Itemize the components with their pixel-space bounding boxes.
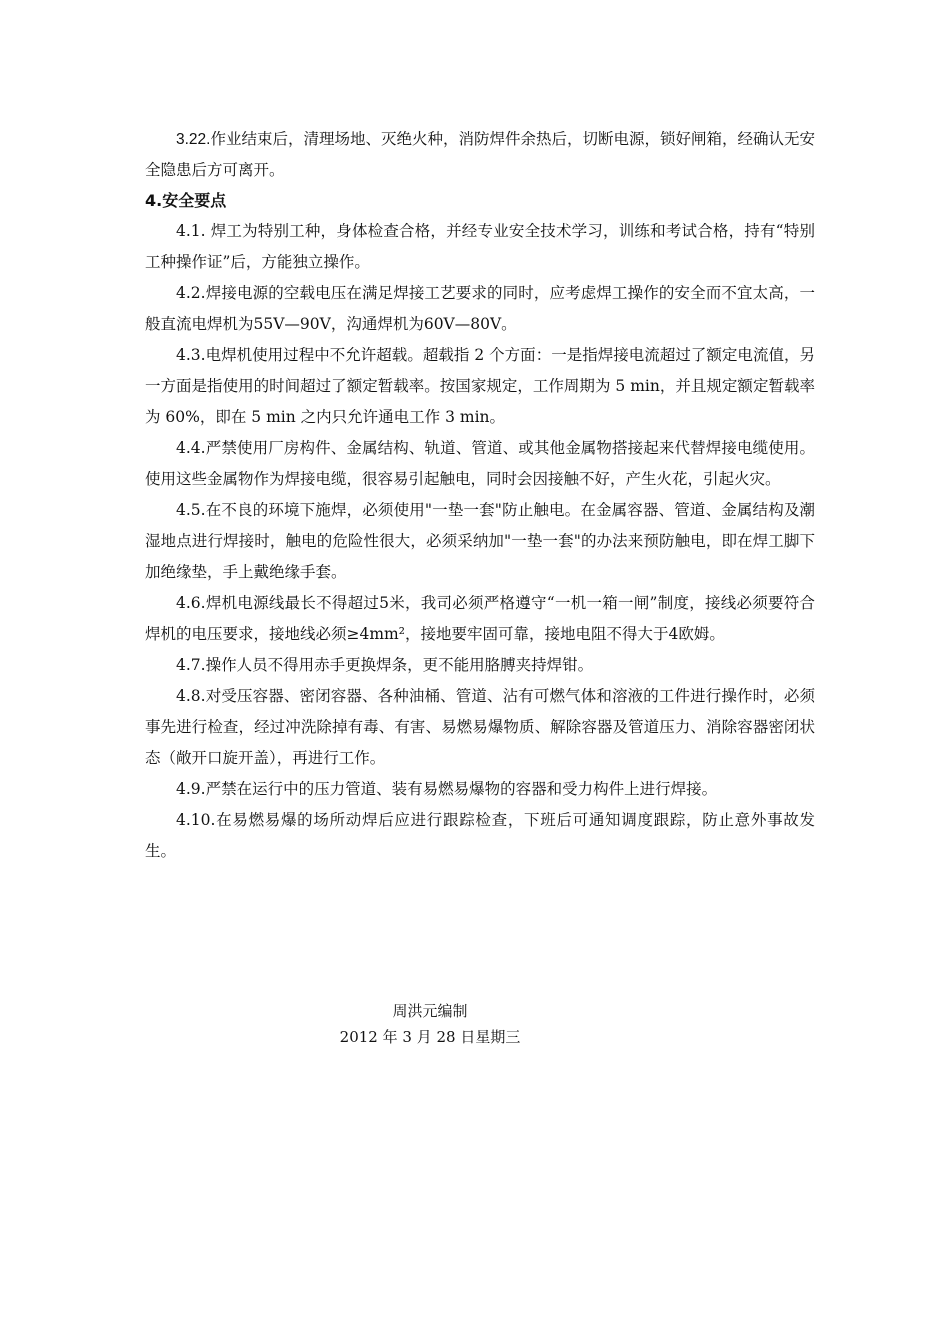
paragraph-4-3 [145, 340, 815, 433]
paragraph-number: 4.2. [176, 284, 206, 302]
paragraph-4-1 [145, 216, 815, 278]
signature-block [0, 998, 860, 1050]
paragraph-number: 4.10. [176, 811, 216, 829]
paragraph-number: 4.6. [176, 594, 206, 612]
author-line: 周洪元编制 [392, 1002, 468, 1020]
paragraph-text: 焊机电源线最长不得超过5米，我司必须严格遵守“一机一箱一闸”制度，接线必须要符合焊机的电压要求，接地线必须≥4mm²，接地要牢固可靠，接地电阻不得大于4欧姆。 [145, 594, 815, 643]
paragraph-4-5 [145, 495, 815, 588]
paragraph-number: 4.1. [176, 222, 206, 240]
paragraph-text: 操作人员不得用赤手更换焊条，更不能用胳膊夹持焊钳。 [205, 656, 594, 674]
paragraph-number: 4.5. [176, 501, 206, 519]
paragraph-number: 4.9. [176, 780, 206, 798]
paragraph-number: 4.4. [176, 439, 206, 457]
paragraph-text: 在不良的环境下施焊，必须使用"一垫一套"防止触电。在金属容器、管道、金属结构及潮湿地点进行焊接时，触电的危险性很大，必须采纳加"一垫一套"的办法来预防触电，即在焊工脚下加绝缘垫，手上戴绝缘手套。 [145, 501, 815, 581]
paragraph-4-9 [145, 774, 815, 805]
paragraph-text: 作业结束后，清理场地、灭绝火种，消防焊件余热后，切断电源，锁好闸箱，经确认无安全隐患后方可离开。 [145, 130, 815, 179]
paragraph-text: 电焊机使用过程中不允许超载。超载指 2 个方面：一是指焊接电流超过了额定电流值，另一方面是指使用的时间超过了额定暂载率。按国家规定，工作周期为 5 min，并且规定额定暂载率为 60%，即在 5 min 之内只允许通电工作 3 min。 [145, 346, 815, 426]
paragraph-number: 4.8. [176, 687, 206, 705]
paragraph-4-7 [145, 650, 815, 681]
paragraph-4-4 [145, 433, 815, 495]
paragraph-4-6 [145, 588, 815, 650]
paragraph-number: 4.7. [176, 656, 206, 674]
paragraph-number: 3.22. [176, 131, 211, 148]
paragraph-text: 在易燃易爆的场所动焊后应进行跟踪检查，下班后可通知调度跟踪，防止意外事故发生。 [145, 811, 815, 860]
paragraph-text: 严禁在运行中的压力管道、装有易燃易爆物的容器和受力构件上进行焊接。 [205, 780, 718, 798]
paragraph-text: 焊接电源的空载电压在满足焊接工艺要求的同时，应考虑焊工操作的安全而不宜太高，一般直流电焊机为55V—90V，沟通焊机为60V—80V。 [145, 284, 815, 333]
document-body [145, 124, 815, 867]
date-line: 2012 年 3 月 28 日星期三 [339, 1028, 521, 1046]
paragraph-3-22 [145, 124, 815, 186]
paragraph-4-2 [145, 278, 815, 340]
paragraph-4-10 [145, 805, 815, 867]
paragraph-text: 焊工为特别工种，身体检查合格，并经专业安全技术学习，训练和考试合格，持有“特别工种操作证”后，方能独立操作。 [145, 222, 815, 271]
paragraph-4-8 [145, 681, 815, 774]
paragraph-text: 对受压容器、密闭容器、各种油桶、管道、沾有可燃气体和溶液的工件进行操作时，必须事先进行检查，经过冲洗除掉有毒、有害、易燃易爆物质、解除容器及管道压力、消除容器密闭状态（敞开口旋开盖），再进行工作。 [145, 687, 815, 767]
section-title: 4.安全要点 [145, 191, 227, 210]
paragraph-text: 严禁使用厂房构件、金属结构、轨道、管道、或其他金属物搭接起来代替焊接电缆使用。使用这些金属物作为焊接电缆，很容易引起触电，同时会因接触不好，产生火花，引起火灾。 [145, 439, 815, 488]
paragraph-number: 4.3. [176, 346, 206, 364]
